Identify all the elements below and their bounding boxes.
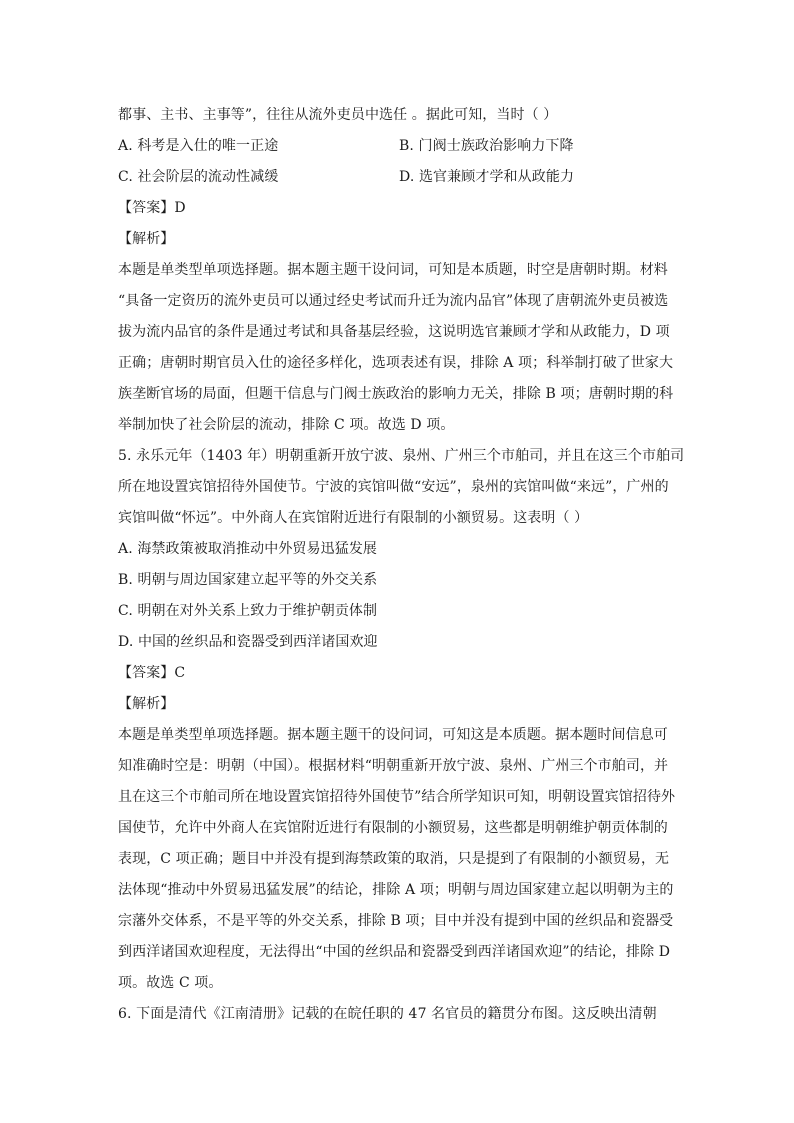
- analysis-line: 宗藩外交体系，不是平等的外交关系，排除 B 项；目中并没有提到中国的丝织品和瓷器受: [118, 913, 674, 929]
- analysis-line: 族垄断官场的局面，但题干信息与门阀士族政治的影响力无关，排除 B 项；唐朝时期的科: [118, 386, 674, 402]
- q5-analysis: [118, 720, 680, 999]
- q5-option-d[interactable]: [118, 627, 680, 658]
- analysis-line: 本题是单类型单项选择题。据本题主题干设问词，可知是本质题，时空是唐朝时期。材料: [118, 262, 668, 278]
- q5-analysis-title: 【解析】: [118, 696, 175, 712]
- q5-option-c[interactable]: [118, 596, 680, 627]
- option-text: 明朝在对外关系上致力于维护朝贡体制: [137, 603, 378, 619]
- analysis-line: 表现，C 项正确；题目中并没有提到海禁政策的取消，只是提到了有限制的小额贸易，无: [118, 851, 670, 867]
- q4-options-row-2: [118, 162, 680, 193]
- q5-stem: [118, 441, 685, 534]
- stem-line: 宾馆叫做“怀远”。中外商人在宾馆附近进行有限制的小额贸易。这表明（ ）: [118, 510, 589, 526]
- option-text: 门阀士族政治影响力下降: [418, 138, 574, 154]
- q5-answer: 【答案】C: [118, 665, 186, 681]
- option-label: C.: [118, 169, 133, 185]
- option-label: C.: [118, 603, 133, 619]
- analysis-line: “具备一定资历的流外吏员可以通过经史考试而升迁为流内品官”体现了唐朝流外吏员被选: [118, 293, 669, 309]
- q6-stem: 6. 下面是清代《江南清册》记载的在皖任职的 47 名官员的籍贯分布图。这反映出清朝: [118, 1006, 657, 1022]
- q4-analysis: [118, 255, 680, 441]
- option-label: A.: [118, 138, 133, 154]
- analysis-line: 举制加快了社会阶层的流动，排除 C 项。故选 D 项。: [118, 417, 455, 433]
- q4-option-a[interactable]: [118, 131, 399, 162]
- option-label: A.: [118, 541, 133, 557]
- q4-option-c[interactable]: [118, 162, 399, 193]
- analysis-line: 拔为流内品官的条件是通过考试和具备基层经验，这说明选官兼顾才学和从政能力，D 项: [118, 324, 670, 340]
- stem-line: 所在地设置宾馆招待外国使节。宁波的宾馆叫做“安远”，泉州的宾馆叫做“来远”，广州的: [118, 479, 669, 495]
- analysis-line: 且在这三个市舶司所在地设置宾馆招待外国使节”结合所学知识可知，明朝设置宾馆招待外: [118, 789, 676, 805]
- analysis-line: 国使节，允许中外商人在宾馆附近进行有限制的小额贸易，这些都是明朝维护朝贡体制的: [118, 820, 668, 836]
- analysis-line: 项。故选 C 项。: [118, 975, 223, 991]
- stem-line: 5. 永乐元年（1403 年）明朝重新开放宁波、泉州、广州三个市舶司，并且在这三个市舶司: [118, 448, 685, 464]
- document-body: [118, 100, 685, 1030]
- q4-option-b[interactable]: [399, 131, 680, 162]
- analysis-line: 正确；唐朝时期官员入仕的途径多样化，选项表述有误，排除 A 项；科举制打破了世家大: [118, 355, 674, 371]
- option-label: D.: [118, 634, 134, 650]
- analysis-line: 本题是单类型单项选择题。据本题主题干的设问词，可知这是本质题。据本题时间信息可: [118, 727, 668, 743]
- option-text: 科考是入仕的唯一正途: [137, 138, 279, 154]
- analysis-line: 知准确时空是：明朝（中国）。根据材料“明朝重新开放宁波、泉州、广州三个市舶司，并: [118, 758, 669, 774]
- option-label: B.: [118, 572, 133, 588]
- q5-option-b[interactable]: [118, 565, 680, 596]
- q5-option-a[interactable]: [118, 534, 680, 565]
- q4-answer: 【答案】D: [118, 200, 186, 216]
- option-label: D.: [399, 169, 415, 185]
- q4-options-row-1: [118, 131, 680, 162]
- option-text: 中国的丝织品和瓷器受到西洋诸国欢迎: [137, 634, 378, 650]
- q4-analysis-title: 【解析】: [118, 231, 175, 247]
- analysis-line: 法体现“推动中外贸易迅猛发展”的结论，排除 A 项；明朝与周边国家建立起以明朝为主的: [118, 882, 674, 898]
- q4-option-d[interactable]: [399, 162, 680, 193]
- option-text: 海禁政策被取消推动中外贸易迅猛发展: [137, 541, 378, 557]
- analysis-line: 到西洋诸国欢迎程度，无法得出“中国的丝织品和瓷器受到西洋诸国欢迎”的结论，排除 D: [118, 944, 671, 960]
- option-label: B.: [399, 138, 414, 154]
- option-text: 选官兼顾才学和从政能力: [418, 169, 575, 185]
- q4-stem-tail: 都事、主书、主事等”，往往从流外吏员中选任 。据此可知，当时（ ）: [118, 107, 558, 123]
- option-text: 社会阶层的流动性减缓: [137, 169, 279, 185]
- option-text: 明朝与周边国家建立起平等的外交关系: [137, 572, 378, 588]
